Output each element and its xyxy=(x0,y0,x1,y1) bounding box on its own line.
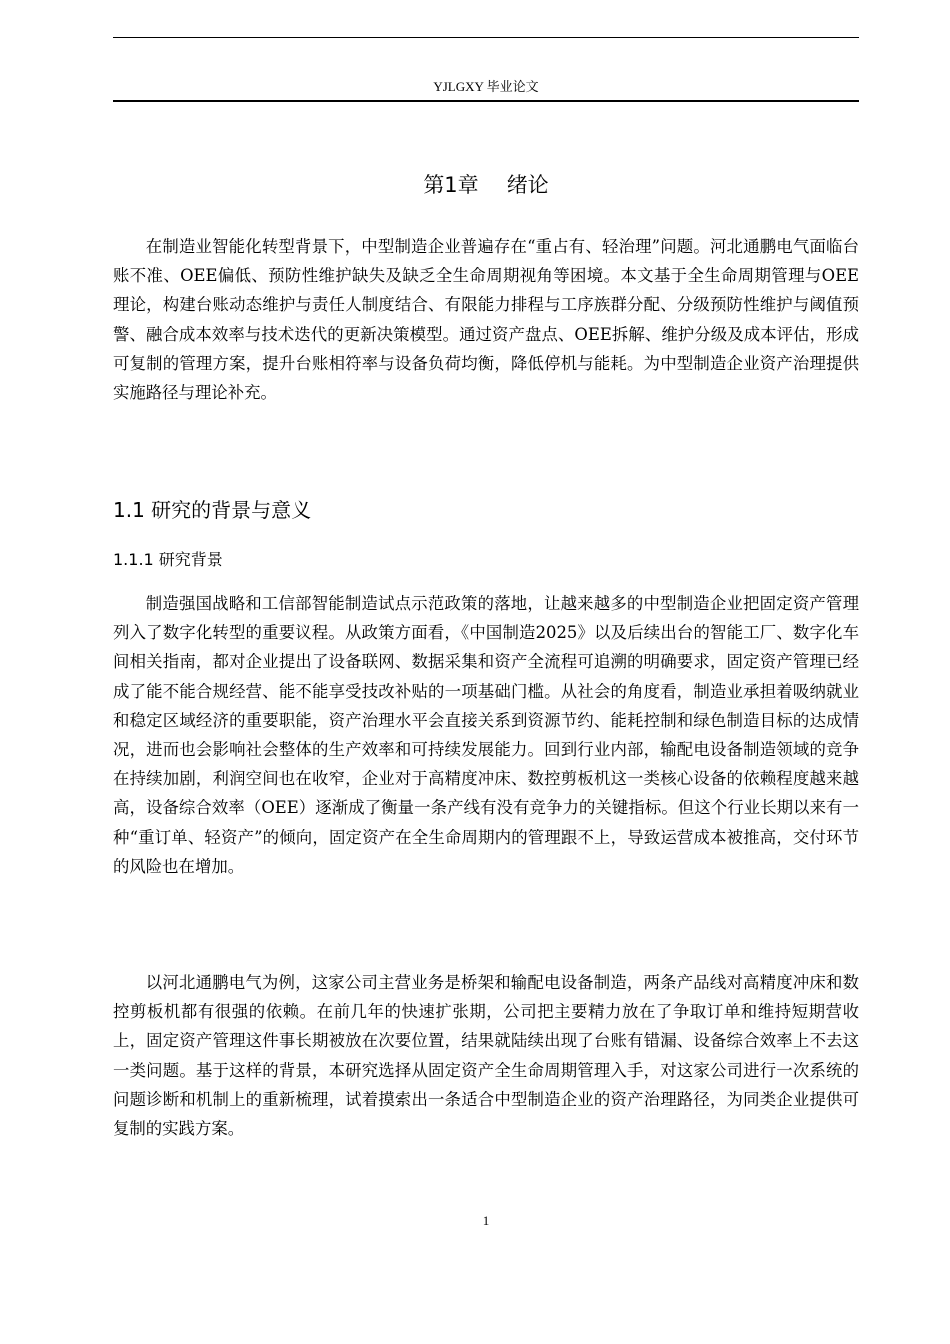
body-paragraph-1: 制造强国战略和工信部智能制造试点示范政策的落地，让越来越多的中型制造企业把固定资产管理列入了数字化转型的重要议程。从政策方面看，《中国制造2025》以及后续出台的智能工厂、数字化车间相关指南，都对企业提出了设备联网、数据采集和资产全流程可追溯的明确要求，固定资产管理已经成了能不能合规经营、能不能享受技改补贴的一项基础门槛。从社会的角度看，制造业承担着吸纳就业和稳定区域经济的重要职能，资产治理水平会直接关系到资源节约、能耗控制和绿色制造目标的达成情况，进而也会影响社会整体的生产效率和可持续发展能力。回到行业内部，输配电设备制造领域的竞争在持续加剧，利润空间也在收窄，企业对于高精度冲床、数控剪板机这一类核心设备的依赖程度越来越高，设备综合效率（OEE）逐渐成了衡量一条产线有没有竞争力的关键指标。但这个行业长期以来有一种“重订单、轻资产”的倾向，固定资产在全生命周期内的管理跟不上，导致运营成本被推高，交付环节的风险也在增加。 xyxy=(113,594,859,876)
running-header: YJLGXY 毕业论文 xyxy=(433,79,539,94)
section-heading: 1.1 研究的背景与意义 xyxy=(113,498,312,522)
body-paragraph-2: 以河北通鹏电气为例，这家公司主营业务是桥架和输配电设备制造，两条产品线对高精度冲床和数控剪板机都有很强的依赖。在前几年的快速扩张期，公司把主要精力放在了争取订单和维持短期营收上，固定资产管理这件事长期被放在次要位置，结果就陆续出现了台账有错漏、设备综合效率上不去这一类问题。基于这样的背景，本研究选择从固定资产全生命周期管理入手，对这家公司进行一次系统的问题诊断和机制上的重新梳理，试着摸索出一条适合中型制造企业的资产治理路径，为同类企业提供可复制的实践方案。 xyxy=(113,973,859,1139)
chapter-name: 绪论 xyxy=(506,173,549,197)
header-bottom-rule xyxy=(113,100,859,102)
chapter-number: 第1章 xyxy=(423,173,479,197)
page-number: 1 xyxy=(482,1213,490,1228)
subsection-heading: 1.1.1 研究背景 xyxy=(113,550,223,569)
header-top-rule xyxy=(113,37,859,38)
abstract-paragraph: 在制造业智能化转型背景下，中型制造企业普遍存在“重占有、轻治理”问题。河北通鹏电气面临台账不准、OEE偏低、预防性维护缺失及缺乏全生命周期视角等困境。本文基于全生命周期管理与OEE理论，构建台账动态维护与责任人制度结合、有限能力排程与工序族群分配、分级预防性维护与阈值预警、融合成本效率与技术迭代的更新决策模型。通过资产盘点、OEE拆解、维护分级及成本评估，形成可复制的管理方案，提升台账相符率与设备负荷均衡，降低停机与能耗。为中型制造企业资产治理提供实施路径与理论补充。 xyxy=(113,237,859,403)
chapter-title xyxy=(113,170,859,200)
